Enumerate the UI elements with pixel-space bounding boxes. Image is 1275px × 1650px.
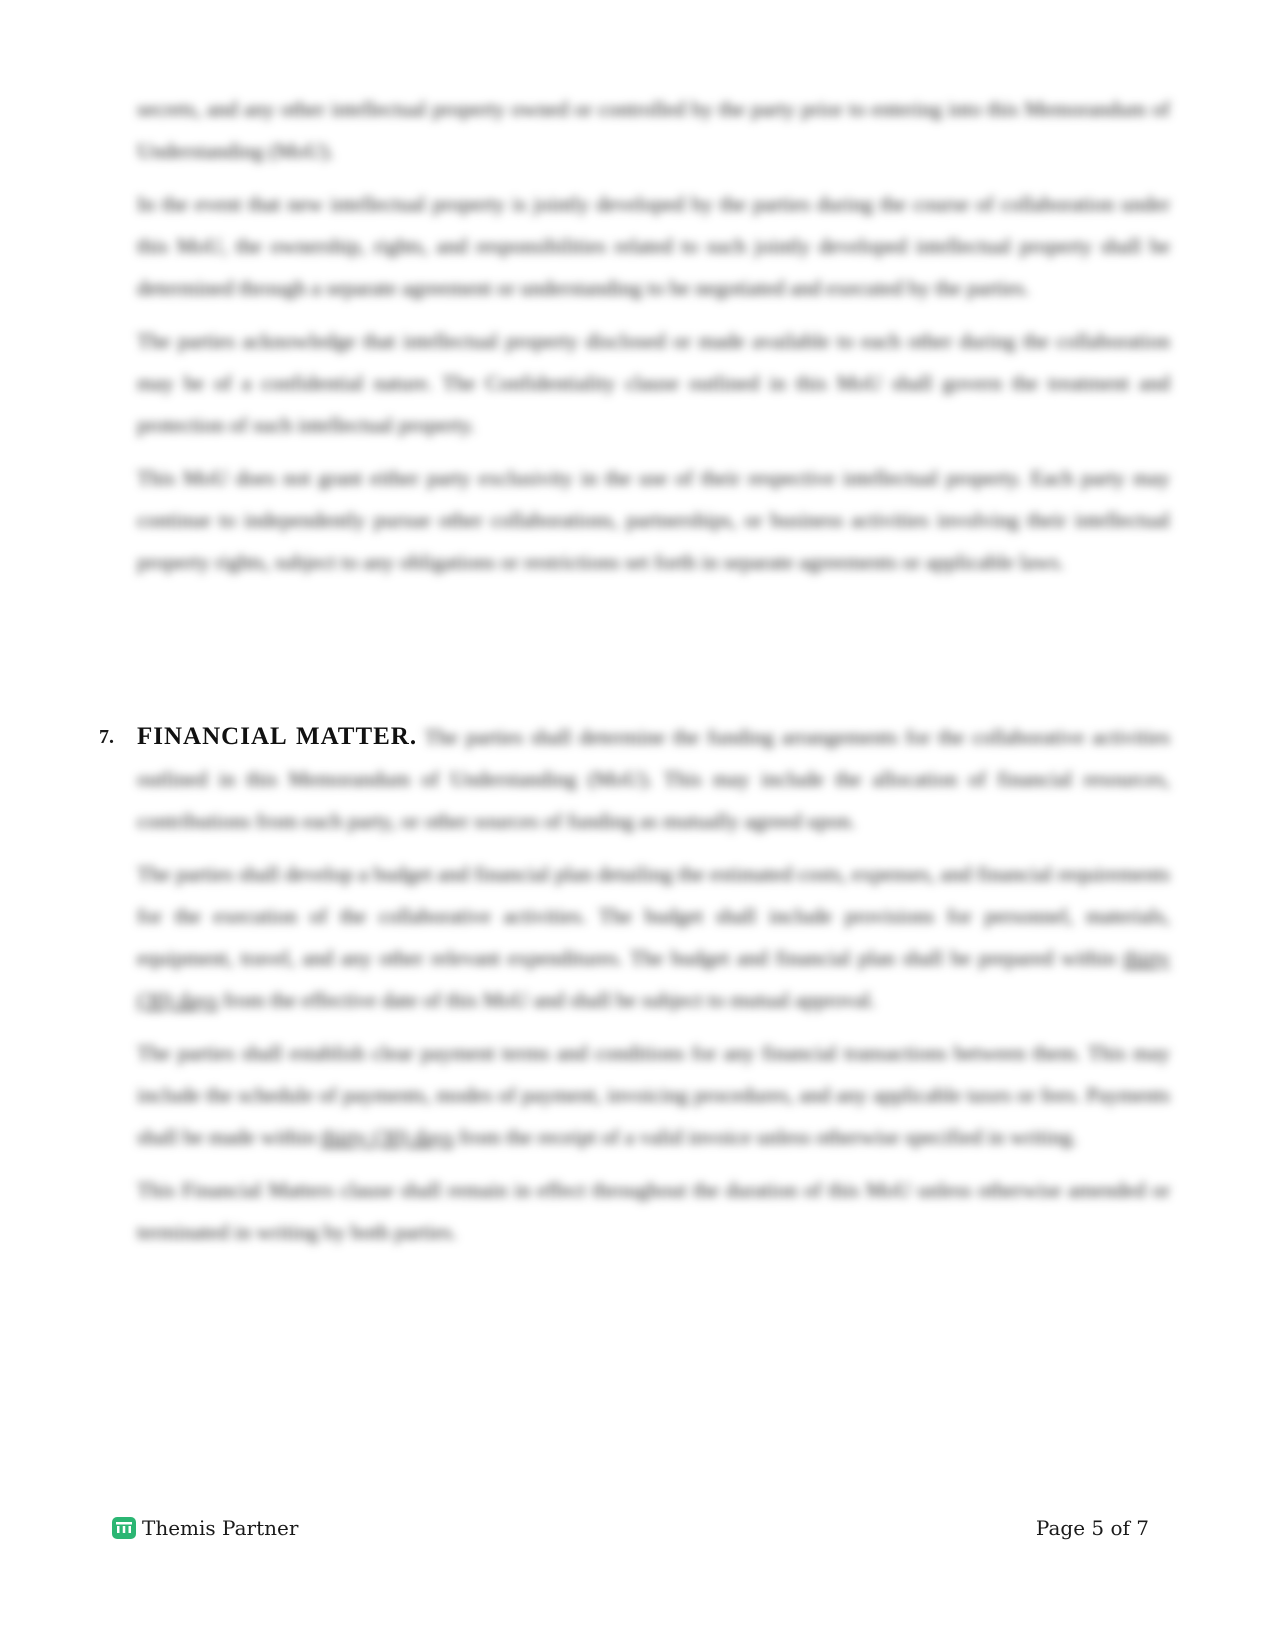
section-heading: FINANCIAL MATTER. bbox=[137, 723, 418, 750]
themis-logo-icon bbox=[112, 1517, 136, 1539]
paragraph: secrets, and any other intellectual property owned or controlled by the party prior to entering into this Memorandum of Understanding (MoU). bbox=[137, 97, 1170, 163]
term-duration: thirty (30) days bbox=[320, 1125, 454, 1149]
paragraph bbox=[137, 716, 1170, 842]
paragraph-text: from the receipt of a valid invoice unless otherwise specified in writing. bbox=[453, 1125, 1078, 1149]
paragraph: This Financial Matters clause shall remain in effect throughout the duration of this MoU unless otherwise amended or terminated in writing by both parties. bbox=[137, 1178, 1170, 1244]
paragraph: The parties acknowledge that intellectual property disclosed or made available to each other during the collaboration may be of a confidential nature. The Confidentiality clause outlined in this MoU shall govern the treatment and protection of such intellectual property. bbox=[137, 329, 1170, 437]
section-body bbox=[137, 716, 1170, 1264]
page-footer bbox=[0, 1510, 1275, 1550]
intellectual-property-continuation bbox=[137, 88, 1170, 594]
term-duration: thirty (30) days bbox=[137, 946, 1170, 1012]
paragraph: This MoU does not grant either party exclusivity in the use of their respective intellectual property. Each party may continue to independently pursue other collaborations, partnerships, or business activities involving their intellectual property rights, subject to any obligations or restrictions set forth in separate agreements or applicable laws. bbox=[137, 466, 1170, 574]
page-number: Page 5 of 7 bbox=[1035, 1516, 1149, 1540]
brand bbox=[112, 1516, 298, 1540]
paragraph bbox=[137, 1032, 1170, 1158]
brand-name: Themis Partner bbox=[142, 1516, 299, 1540]
section-lead-text: The parties shall determine the funding arrangements for the collaborative activities outlined in this Memorandum of Understanding (MoU). This may include the allocation of financial resources, contributions from each party, or other sources of funding as mutually agreed upon. bbox=[137, 725, 1170, 833]
paragraph-text: The parties shall establish clear payment terms and conditions for any financial transactions between them. This may include the schedule of payments, modes of payment, invoicing procedures, and any applicable taxes or fees. Payments shall be made within bbox=[137, 1041, 1170, 1149]
paragraph bbox=[137, 853, 1170, 1021]
paragraph: In the event that new intellectual property is jointly developed by the parties during the course of collaboration under this MoU, the ownership, rights, and responsibilities related to such jointly developed intellectual property shall be determined through a separate agreement or understanding to be negotiated and executed by the parties. bbox=[137, 192, 1170, 300]
paragraph-text: from the effective date of this MoU and shall be subject to mutual approval. bbox=[217, 988, 876, 1012]
paragraph-text: The parties shall develop a budget and financial plan detailing the estimated costs, expenses, and financial requirements for the execution of the collaborative activities. The budget shall include provisions for personnel, materials, equipment, travel, and any other relevant expenditures. The budget and financial plan shall be prepared within bbox=[137, 862, 1170, 970]
section-number: 7. bbox=[99, 726, 114, 748]
